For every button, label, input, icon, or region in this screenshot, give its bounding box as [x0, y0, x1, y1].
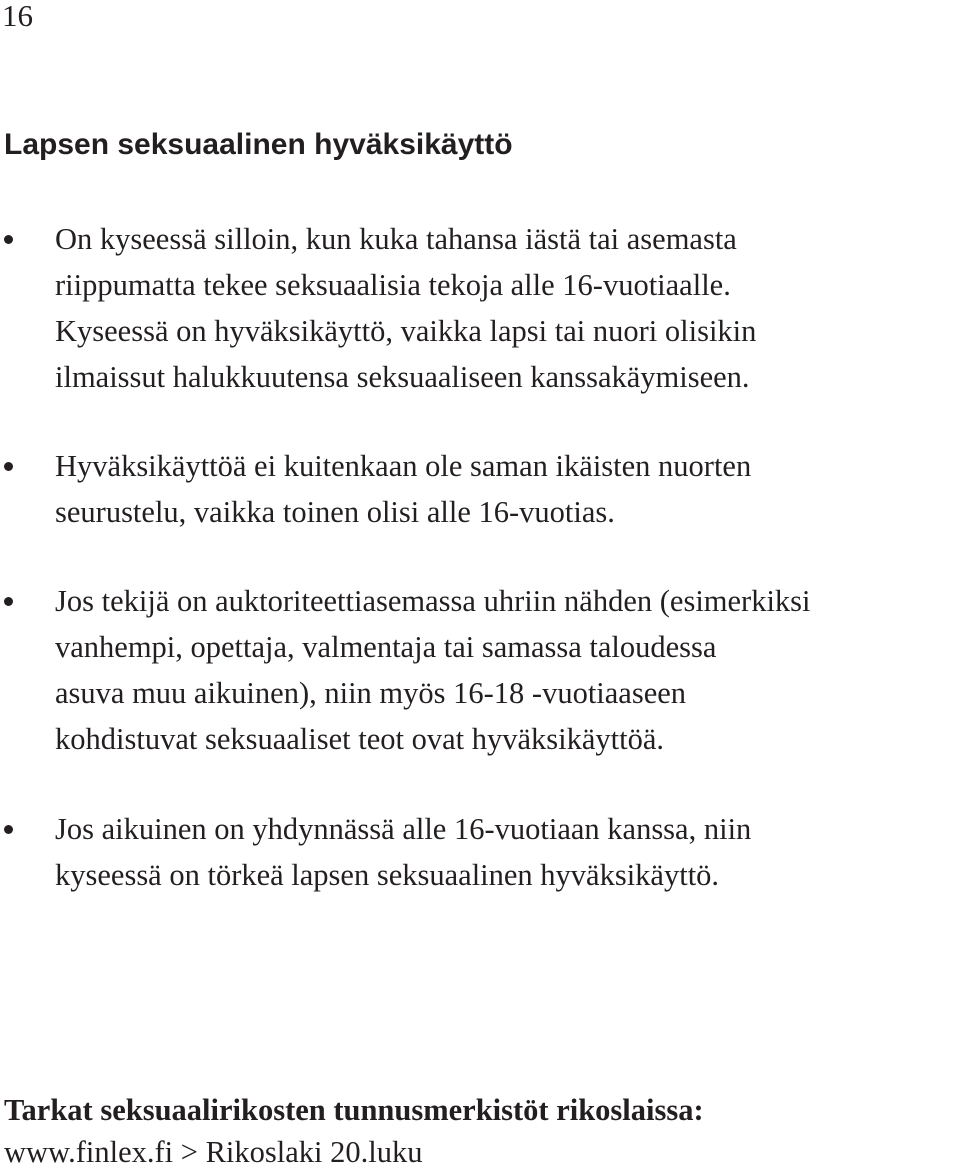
list-item: [0, 578, 955, 762]
page-number: 16: [2, 0, 33, 33]
bullet-icon: [4, 597, 13, 606]
bullet-list: [0, 216, 960, 941]
footer-title: Tarkat seksuaalirikosten tunnusmerkistöt rikoslaissa:: [4, 1093, 704, 1127]
bullet-icon: [4, 825, 13, 834]
bullet-icon: [4, 235, 13, 244]
bullet-text-line: riippumatta tekee seksuaalisia tekoja alle 16-vuotiaalle.: [55, 268, 731, 302]
bullet-text-line: seurustelu, vaikka toinen olisi alle 16-vuotias.: [55, 495, 615, 529]
bullet-text-line: On kyseessä silloin, kun kuka tahansa iästä tai asemasta: [55, 222, 737, 256]
bullet-text-line: kohdistuvat seksuaaliset teot ovat hyväksikäyttöä.: [55, 722, 665, 756]
list-item: [0, 443, 955, 535]
bullet-icon: [4, 462, 13, 471]
page-title: Lapsen seksuaalinen hyväksikäyttö: [4, 128, 513, 161]
bullet-text-line: Kyseessä on hyväksikäyttö, vaikka lapsi tai nuori olisikin: [55, 314, 757, 348]
bullet-text-line: kyseessä on törkeä lapsen seksuaalinen hyväksikäyttö.: [55, 858, 720, 892]
bullet-text-line: ilmaissut halukkuutensa seksuaaliseen kanssakäymiseen.: [55, 360, 750, 394]
footer-reference: [4, 1089, 704, 1173]
bullet-text-line: Jos aikuinen on yhdynnässä alle 16-vuotiaan kanssa, niin: [55, 812, 752, 846]
list-item: [0, 806, 955, 898]
footer-link: www.finlex.fi > Rikoslaki 20.luku: [4, 1135, 423, 1169]
bullet-text-line: asuva muu aikuinen), niin myös 16-18 -vuotiaaseen: [55, 676, 687, 710]
bullet-text-line: Jos tekijä on auktoriteettiasemassa uhriin nähden (esimerkiksi: [55, 584, 811, 618]
list-item: [0, 216, 955, 400]
bullet-text-line: Hyväksikäyttöä ei kuitenkaan ole saman ikäisten nuorten: [55, 449, 752, 483]
bullet-text-line: vanhempi, opettaja, valmentaja tai samassa taloudessa: [55, 630, 717, 664]
